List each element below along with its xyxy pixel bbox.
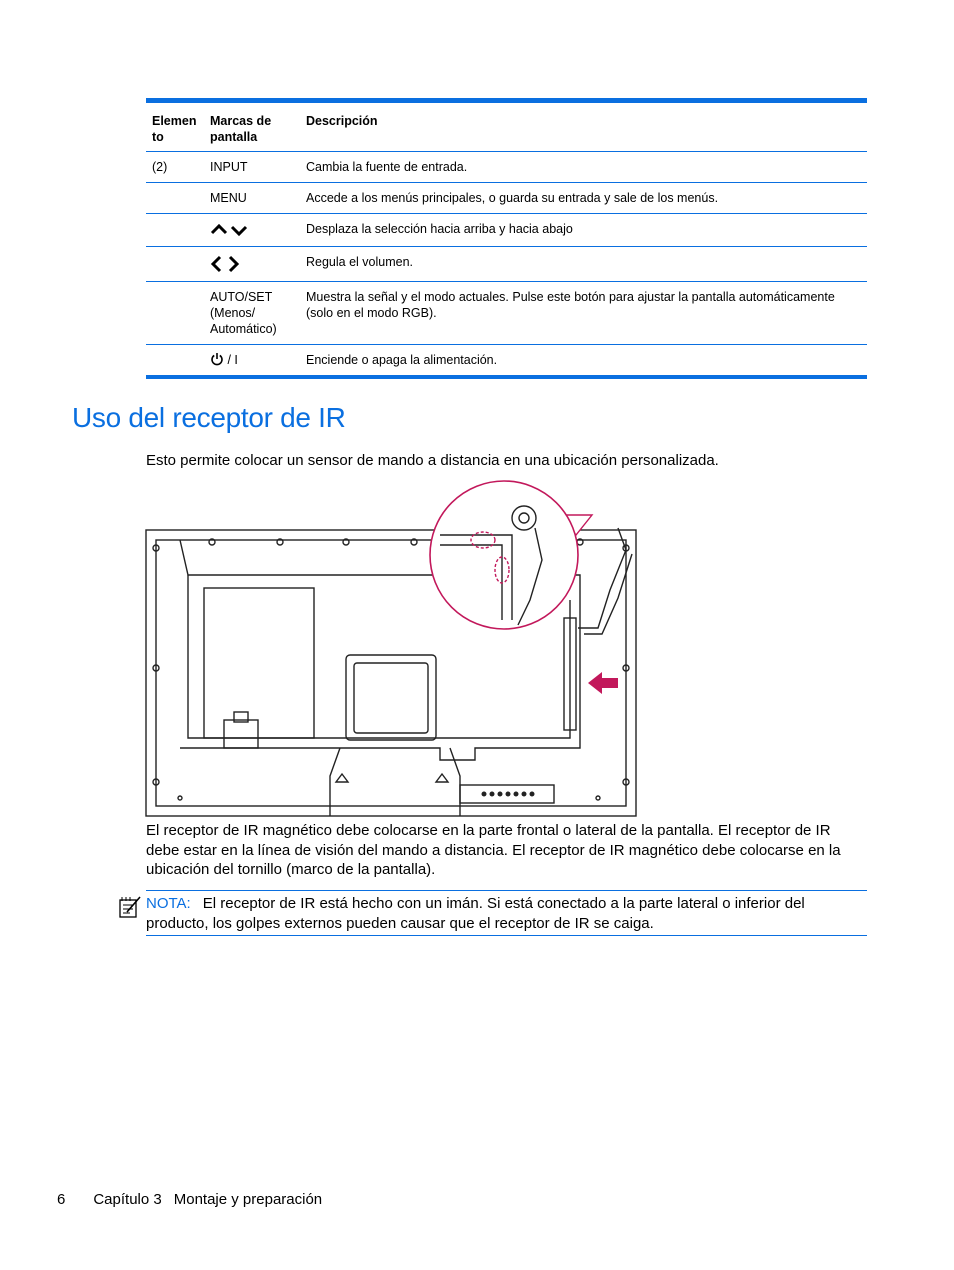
row-mark — [204, 345, 300, 376]
controls-table — [146, 98, 867, 379]
page-number: 6 — [57, 1191, 66, 1208]
row-element — [146, 183, 204, 214]
header-element: Elemen to — [152, 114, 197, 144]
chapter-number: Capítulo 3 — [93, 1191, 162, 1208]
row-element — [146, 214, 204, 247]
table-row — [146, 345, 867, 376]
note-label: NOTA: — [146, 895, 191, 912]
header-description: Descripción — [306, 114, 378, 128]
table-row — [146, 282, 867, 345]
table-row — [146, 214, 867, 247]
row-description: Muestra la señal y el modo actuales. Pulse este botón para ajustar la pantalla automáticamente (solo en el modo RGB). — [300, 282, 867, 345]
row-mark: INPUT — [204, 152, 300, 183]
row-mark — [204, 247, 300, 282]
section-title: Uso del receptor de IR — [72, 402, 346, 433]
row-element — [146, 345, 204, 376]
row-description: Regula el volumen. — [300, 247, 867, 282]
row-description: Cambia la fuente de entrada. — [300, 152, 867, 183]
body-paragraph: El receptor de IR magnético debe colocarse en la parte frontal o lateral de la pantalla. El receptor de IR debe estar en la línea de visión del mando a distancia. El receptor de IR magnético debe colocarse en la ubicación del tornillo (marco de la pantalla). — [146, 822, 841, 878]
chevron-up-down-icon — [210, 221, 250, 239]
row-description: Accede a los menús principales, o guarda su entrada y sale de los menús. — [300, 183, 867, 214]
row-element — [146, 282, 204, 345]
row-mark — [204, 214, 300, 247]
note-box — [146, 890, 867, 936]
intro-paragraph: Esto permite colocar un sensor de mando a distancia en una ubicación personalizada. — [146, 452, 719, 469]
row-element: (2) — [146, 152, 204, 183]
note-text: El receptor de IR está hecho con un imán. Si está conectado a la parte lateral o inferior del producto, los golpes externos pueden causar que el receptor de IR se caiga. — [146, 895, 805, 932]
power-icon — [210, 352, 224, 366]
row-description: Enciende o apaga la alimentación. — [300, 345, 867, 376]
note-icon — [118, 895, 142, 919]
header-mark: Marcas de pantalla — [210, 114, 272, 144]
table-row — [146, 247, 867, 282]
chevron-left-right-icon — [210, 254, 242, 274]
table-row — [146, 183, 867, 214]
chapter-title: Montaje y preparación — [173, 1191, 323, 1208]
row-mark: AUTO/SET (Menos/ Automático) — [204, 282, 300, 345]
table-bottom-rule — [146, 375, 867, 379]
table-row — [146, 152, 867, 183]
power-suffix: / I — [227, 353, 238, 367]
ir-receiver-illustration — [140, 480, 650, 820]
row-description: Desplaza la selección hacia arriba y hacia abajo — [300, 214, 867, 247]
row-element — [146, 247, 204, 282]
page-footer — [57, 1191, 350, 1208]
row-mark: MENU — [204, 183, 300, 214]
